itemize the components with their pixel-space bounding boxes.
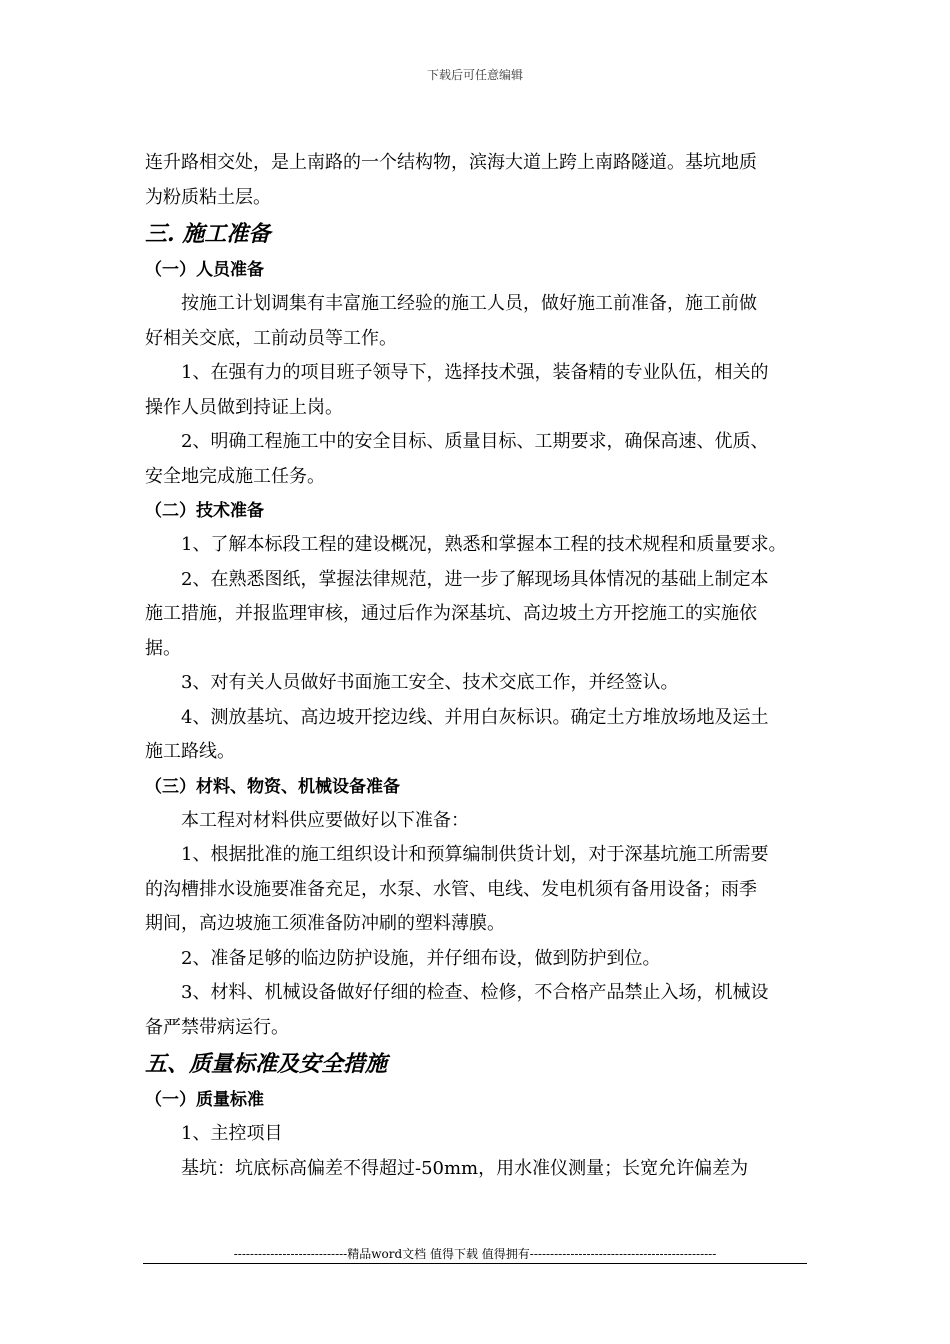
page-footer: ----------------------------精品word文档 值得下载 值得拥有---------------------------------------------- (233, 1247, 717, 1261)
document-body (145, 146, 807, 1186)
paragraph-line: 1、在强有力的项目班子领导下，选择技术强，装备精的专业队伍，相关的 (181, 362, 769, 383)
section-heading-5: 五、质量标准及安全措施 (145, 1051, 388, 1077)
paragraph-line: 的沟槽排水设施要准备充足，水泵、水管、电线、发电机须有备用设备；雨季 (145, 878, 757, 900)
paragraph-line: 基坑：坑底标高偏差不得超过-50mm，用水准仪测量；长宽允许偏差为 (181, 1157, 749, 1179)
paragraph-line: 1、了解本标段工程的建设概况，熟悉和掌握本工程的技术规程和质量要求。 (181, 534, 787, 555)
paragraph-line: 为粉质粘土层。 (145, 186, 271, 208)
section-heading-3: 三. 施工准备 (145, 221, 271, 247)
paragraph-line: 好相关交底，工前动员等工作。 (145, 327, 397, 349)
subheading-personnel: （一）人员准备 (145, 260, 264, 280)
paragraph-line: 2、明确工程施工中的安全目标、质量目标、工期要求，确保高速、优质、 (181, 431, 769, 452)
paragraph-line: 本工程对材料供应要做好以下准备： (181, 809, 469, 831)
paragraph-line: 连升路相交处，是上南路的一个结构物，滨海大道上跨上南路隧道。基坑地质 (145, 152, 757, 173)
subheading-quality: （一）质量标准 (145, 1090, 264, 1110)
paragraph-line: 安全地完成施工任务。 (145, 465, 325, 487)
paragraph-line: 备严禁带病运行。 (145, 1016, 289, 1038)
paragraph-line: 按施工计划调集有丰富施工经验的施工人员，做好施工前准备，施工前做 (181, 293, 757, 314)
paragraph-line: 据。 (145, 637, 181, 659)
paragraph-line: 2、在熟悉图纸，掌握法律规范，进一步了解现场具体情况的基础上制定本 (181, 568, 769, 590)
paragraph-line: 1、根据批准的施工组织设计和预算编制供货计划，对于深基坑施工所需要 (181, 844, 769, 865)
subheading-materials: （三）材料、物资、机械设备准备 (145, 776, 400, 797)
paragraph-line: 施工措施，并报监理审核，通过后作为深基坑、高边坡土方开挖施工的实施依 (145, 603, 757, 624)
paragraph-line: 3、对有关人员做好书面施工安全、技术交底工作，并经签认。 (181, 672, 679, 693)
paragraph-line: 3、材料、机械设备做好仔细的检查、检修，不合格产品禁止入场，机械设 (181, 982, 769, 1003)
paragraph-line: 操作人员做到持证上岗。 (145, 396, 343, 418)
paragraph-line: 施工路线。 (145, 741, 235, 762)
paragraph-line: 1、主控项目 (181, 1123, 283, 1144)
footer-rule (143, 1263, 807, 1264)
paragraph-line: 2、准备足够的临边防护设施，并仔细布设，做到防护到位。 (181, 947, 661, 969)
subheading-technical: （二）技术准备 (145, 501, 264, 521)
paragraph-line: 期间，高边坡施工须准备防冲刷的塑料薄膜。 (145, 913, 505, 934)
page-header: 下载后可任意编辑 (426, 68, 523, 82)
paragraph-line: 4、测放基坑、高边坡开挖边线、并用白灰标识。确定土方堆放场地及运土 (181, 706, 769, 728)
